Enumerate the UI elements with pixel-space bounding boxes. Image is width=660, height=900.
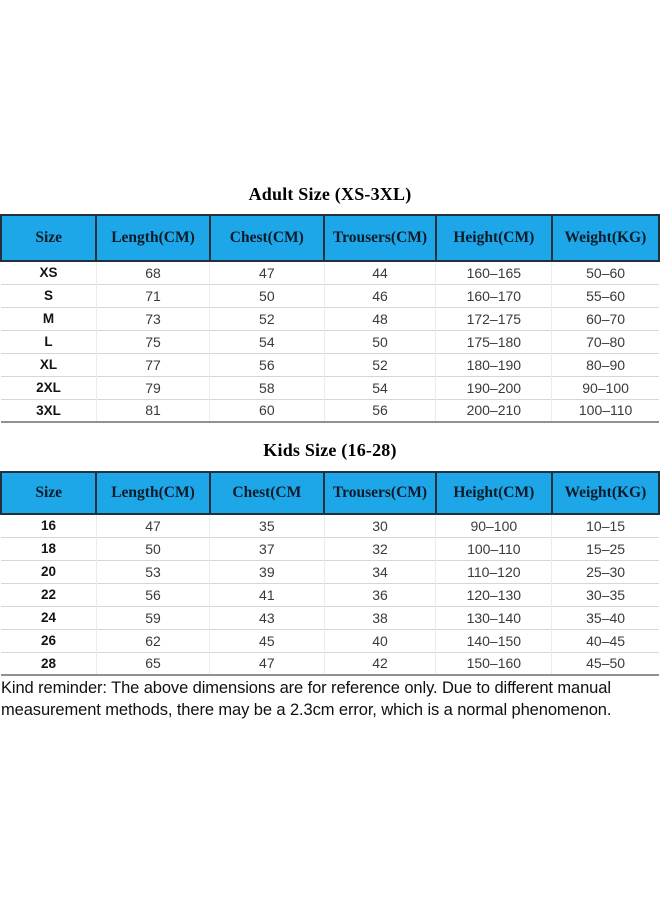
value-cell: 43 xyxy=(210,606,324,629)
value-cell: 39 xyxy=(210,560,324,583)
kids-header-row xyxy=(1,472,659,514)
column-header: Weight(KG) xyxy=(552,215,659,261)
value-cell: 58 xyxy=(210,376,324,399)
size-cell: 18 xyxy=(1,537,96,560)
value-cell: 47 xyxy=(210,652,324,675)
value-cell: 71 xyxy=(96,284,209,307)
value-cell: 59 xyxy=(96,606,209,629)
size-cell: 20 xyxy=(1,560,96,583)
column-header: Size xyxy=(1,472,96,514)
value-cell: 70–80 xyxy=(552,330,659,353)
size-cell: 22 xyxy=(1,583,96,606)
table-row xyxy=(1,261,659,284)
value-cell: 50 xyxy=(324,330,436,353)
value-cell: 50–60 xyxy=(552,261,659,284)
value-cell: 35 xyxy=(210,514,324,537)
value-cell: 56 xyxy=(96,583,209,606)
size-cell: M xyxy=(1,307,96,330)
value-cell: 47 xyxy=(96,514,209,537)
value-cell: 130–140 xyxy=(436,606,552,629)
table-row xyxy=(1,629,659,652)
value-cell: 56 xyxy=(324,399,436,422)
reminder-line-2: measurement methods, there may be a 2.3cm error, which is a normal phenomenon. xyxy=(1,700,612,719)
value-cell: 120–130 xyxy=(436,583,552,606)
value-cell: 62 xyxy=(96,629,209,652)
column-header: Trousers(CM) xyxy=(324,472,436,514)
column-header: Length(CM) xyxy=(96,472,209,514)
kids-table-title: Kids Size (16-28) xyxy=(263,440,397,460)
value-cell: 172–175 xyxy=(436,307,552,330)
table-row xyxy=(1,537,659,560)
table-row xyxy=(1,307,659,330)
value-cell: 56 xyxy=(210,353,324,376)
table-row xyxy=(1,376,659,399)
value-cell: 150–160 xyxy=(436,652,552,675)
value-cell: 30–35 xyxy=(552,583,659,606)
value-cell: 68 xyxy=(96,261,209,284)
kids-size-table xyxy=(0,471,660,676)
value-cell: 40 xyxy=(324,629,436,652)
value-cell: 110–120 xyxy=(436,560,552,583)
value-cell: 32 xyxy=(324,537,436,560)
column-header: Trousers(CM) xyxy=(324,215,436,261)
kind-reminder-note xyxy=(0,678,660,722)
value-cell: 190–200 xyxy=(436,376,552,399)
value-cell: 36 xyxy=(324,583,436,606)
table-row xyxy=(1,606,659,629)
table-row xyxy=(1,399,659,422)
value-cell: 45 xyxy=(210,629,324,652)
size-cell: L xyxy=(1,330,96,353)
value-cell: 54 xyxy=(324,376,436,399)
value-cell: 55–60 xyxy=(552,284,659,307)
column-header: Height(CM) xyxy=(436,215,552,261)
value-cell: 180–190 xyxy=(436,353,552,376)
value-cell: 100–110 xyxy=(436,537,552,560)
table-row xyxy=(1,353,659,376)
adult-header-row xyxy=(1,215,659,261)
value-cell: 90–100 xyxy=(436,514,552,537)
column-header: Chest(CM) xyxy=(210,215,324,261)
size-cell: 3XL xyxy=(1,399,96,422)
value-cell: 30 xyxy=(324,514,436,537)
column-header: Size xyxy=(1,215,96,261)
value-cell: 65 xyxy=(96,652,209,675)
size-cell: 16 xyxy=(1,514,96,537)
size-cell: 24 xyxy=(1,606,96,629)
value-cell: 200–210 xyxy=(436,399,552,422)
adult-table-title: Adult Size (XS-3XL) xyxy=(248,184,412,204)
value-cell: 44 xyxy=(324,261,436,284)
value-cell: 47 xyxy=(210,261,324,284)
table-row xyxy=(1,560,659,583)
size-cell: XS xyxy=(1,261,96,284)
value-cell: 160–170 xyxy=(436,284,552,307)
value-cell: 45–50 xyxy=(552,652,659,675)
value-cell: 60 xyxy=(210,399,324,422)
value-cell: 10–15 xyxy=(552,514,659,537)
column-header: Weight(KG) xyxy=(552,472,659,514)
column-header: Length(CM) xyxy=(96,215,209,261)
value-cell: 42 xyxy=(324,652,436,675)
value-cell: 79 xyxy=(96,376,209,399)
value-cell: 48 xyxy=(324,307,436,330)
table-row xyxy=(1,514,659,537)
reminder-line-1: Kind reminder: The above dimensions are for reference only. Due to different manual xyxy=(1,679,611,697)
value-cell: 50 xyxy=(210,284,324,307)
value-cell: 35–40 xyxy=(552,606,659,629)
value-cell: 75 xyxy=(96,330,209,353)
size-cell: 28 xyxy=(1,652,96,675)
value-cell: 60–70 xyxy=(552,307,659,330)
value-cell: 140–150 xyxy=(436,629,552,652)
size-cell: 2XL xyxy=(1,376,96,399)
value-cell: 52 xyxy=(324,353,436,376)
adult-size-table xyxy=(0,214,660,423)
value-cell: 81 xyxy=(96,399,209,422)
value-cell: 25–30 xyxy=(552,560,659,583)
value-cell: 53 xyxy=(96,560,209,583)
table-row xyxy=(1,583,659,606)
value-cell: 100–110 xyxy=(552,399,659,422)
value-cell: 80–90 xyxy=(552,353,659,376)
value-cell: 34 xyxy=(324,560,436,583)
value-cell: 90–100 xyxy=(552,376,659,399)
value-cell: 37 xyxy=(210,537,324,560)
size-cell: 26 xyxy=(1,629,96,652)
value-cell: 73 xyxy=(96,307,209,330)
size-cell: S xyxy=(1,284,96,307)
value-cell: 77 xyxy=(96,353,209,376)
column-header: Chest(CM xyxy=(210,472,324,514)
column-header: Height(CM) xyxy=(436,472,552,514)
value-cell: 15–25 xyxy=(552,537,659,560)
value-cell: 175–180 xyxy=(436,330,552,353)
value-cell: 40–45 xyxy=(552,629,659,652)
value-cell: 46 xyxy=(324,284,436,307)
value-cell: 38 xyxy=(324,606,436,629)
value-cell: 52 xyxy=(210,307,324,330)
value-cell: 41 xyxy=(210,583,324,606)
table-row xyxy=(1,284,659,307)
value-cell: 54 xyxy=(210,330,324,353)
table-row xyxy=(1,652,659,675)
size-cell: XL xyxy=(1,353,96,376)
table-row xyxy=(1,330,659,353)
value-cell: 50 xyxy=(96,537,209,560)
value-cell: 160–165 xyxy=(436,261,552,284)
